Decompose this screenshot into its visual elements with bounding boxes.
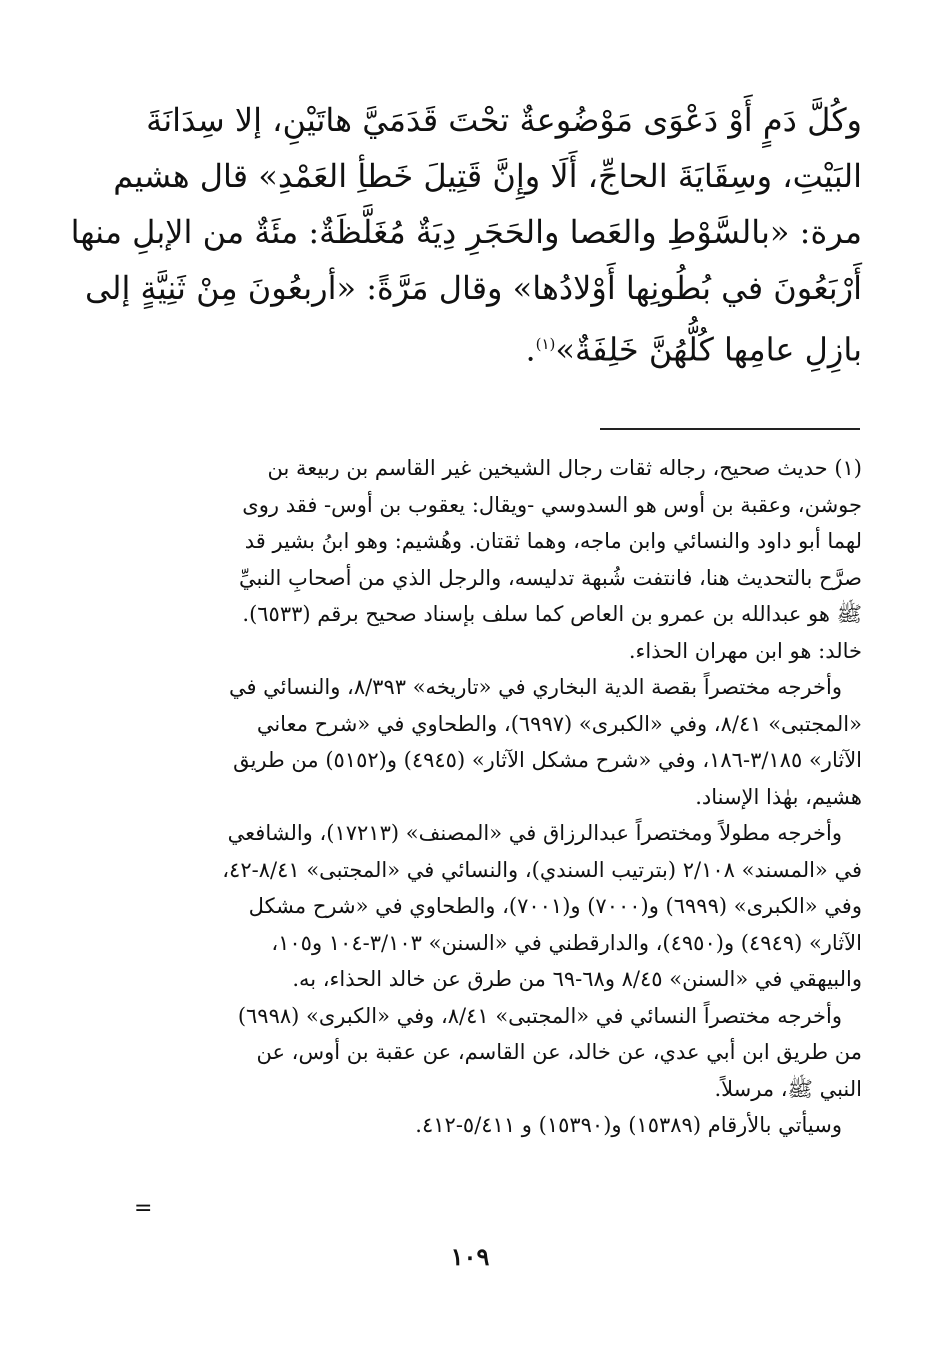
footnote-line: ﷺ هو عبدالله بن عمرو بن العاص كما سلف بإسناد صحيح برقم (٦٥٣٣).: [242, 602, 862, 626]
main-text: [70, 92, 862, 378]
footnote-line: صرَّح بالتحديث هنا، فانتفت شُبهة تدليسه، والرجل الذي من أصحابِ النبيِّ: [238, 565, 862, 590]
main-text-line: مرة: «بالسَّوْطِ والعَصا والحَجَرِ دِيَةٌ مُغَلَّظَةٌ: مئَةٌ من الإبلِ منها: [70, 213, 862, 251]
footnote-line: هشيم، بهٰذا الإسناد.: [695, 784, 862, 809]
footnote-line: وسيأتي بالأرقام (١٥٣٨٩) و(١٥٣٩٠) و ٥/٤١١-٤١٢.: [415, 1113, 842, 1137]
footnote-line: جوشن، وعقبة بن أوس هو السدوسي -ويقال: يعقوب بن أوس- فقد روى: [242, 492, 862, 517]
page-number: ١٠٩: [450, 1242, 490, 1271]
main-text-line: البَيْتِ، وسِقَايَةَ الحاجِّ، أَلَا وإِنَّ قَتِيلَ خَطأِ العَمْدِ» قال هشيم: [113, 157, 862, 195]
end-period: .: [525, 330, 536, 369]
footnote-line: وأخرجه مختصراً النسائي في «المجتبى» ٨/٤١، وفي «الكبرى» (٦٩٩٨): [237, 1003, 842, 1028]
footnote-line: وأخرجه مختصراً بقصة الدية البخاري في «تاريخه» ٨/٣٩٣، والنسائي في: [228, 675, 842, 699]
footnote-line: خالد: هو ابن مهران الحذاء.: [628, 638, 862, 663]
footnote-line: الآثار» (٤٩٤٩) و(٤٩٥٠)، والدارقطني في «السنن» ٣/١٠٣-١٠٤ و١٠٥،: [271, 930, 862, 955]
footnote-line: النبي ﷺ، مرسلاً.: [714, 1076, 862, 1101]
footnote-separator-rule: [600, 428, 860, 430]
footnotes: [150, 450, 862, 1144]
main-text-line-last: [150, 316, 862, 378]
footnote-line: وفي «الكبرى» (٦٩٩٩) و(٧٠٠٠) و(٧٠٠١)، والطحاوي في «شرح مشكل: [248, 894, 862, 918]
footnote-paragraph: [150, 815, 862, 998]
footnote-line: لهما أبو داود والنسائي وابن ماجه، وهما ثقتان. وهُشيم: وهو ابنُ بشير قد: [244, 529, 862, 553]
footnote-line: وأخرجه مطولاً ومختصراً عبدالرزاق في «المصنف» (١٧٢١٣)، والشافعي: [227, 821, 842, 845]
footnote-paragraph: [150, 669, 862, 815]
footnote-paragraph: [150, 1107, 862, 1144]
main-text-line: بازِلِ عامِها كُلُّهُنَّ خَلِفَةٌ»: [555, 330, 862, 369]
footnote-line: في «المسند» ٢/١٠٨ (بترتيب السندي)، والنسائي في «المجتبى» ٨/٤١-٤٢،: [222, 857, 862, 882]
footnote-line: والبيهقي في «السنن» ٨/٤٥ و٦٨-٦٩ من طرق عن خالد الحذاء، به.: [292, 967, 862, 991]
footnote-line: (١) حديث صحيح، رجاله ثقات رجال الشيخين غير القاسم بن ربيعة بن: [267, 456, 862, 480]
footnote-line: «المجتبى» ٨/٤١، وفي «الكبرى» (٦٩٩٧)، والطحاوي في «شرح معاني: [256, 711, 862, 736]
footnote-line: الآثار» ٣/١٨٥-١٨٦، وفي «شرح مشكل الآثار» (٤٩٤٥) و(٥١٥٢) من طريق: [233, 748, 862, 772]
main-text-line: أَرْبَعُونَ في بُطُونِها أَوْلادُها» وقال مَرَّةً: «أربعُونَ مِنْ ثَنِيَّةٍ إلى: [85, 269, 862, 307]
continuation-mark: =: [134, 1196, 153, 1221]
footnote-paragraph: [150, 998, 862, 1108]
footnote-paragraph: [150, 450, 862, 669]
main-text-line: وكُلَّ دَمٍ أَوْ دَعْوَى مَوْضُوعةٌ تحْتَ قَدَمَيَّ هاتَيْنِ، إلا سِدَانَةَ: [146, 101, 862, 139]
footnote-ref-marker[interactable]: (١): [535, 335, 556, 353]
footnote-line: من طريق ابن أبي عدي، عن خالد، عن القاسم، عن عقبة بن أوس، عن: [256, 1040, 862, 1064]
